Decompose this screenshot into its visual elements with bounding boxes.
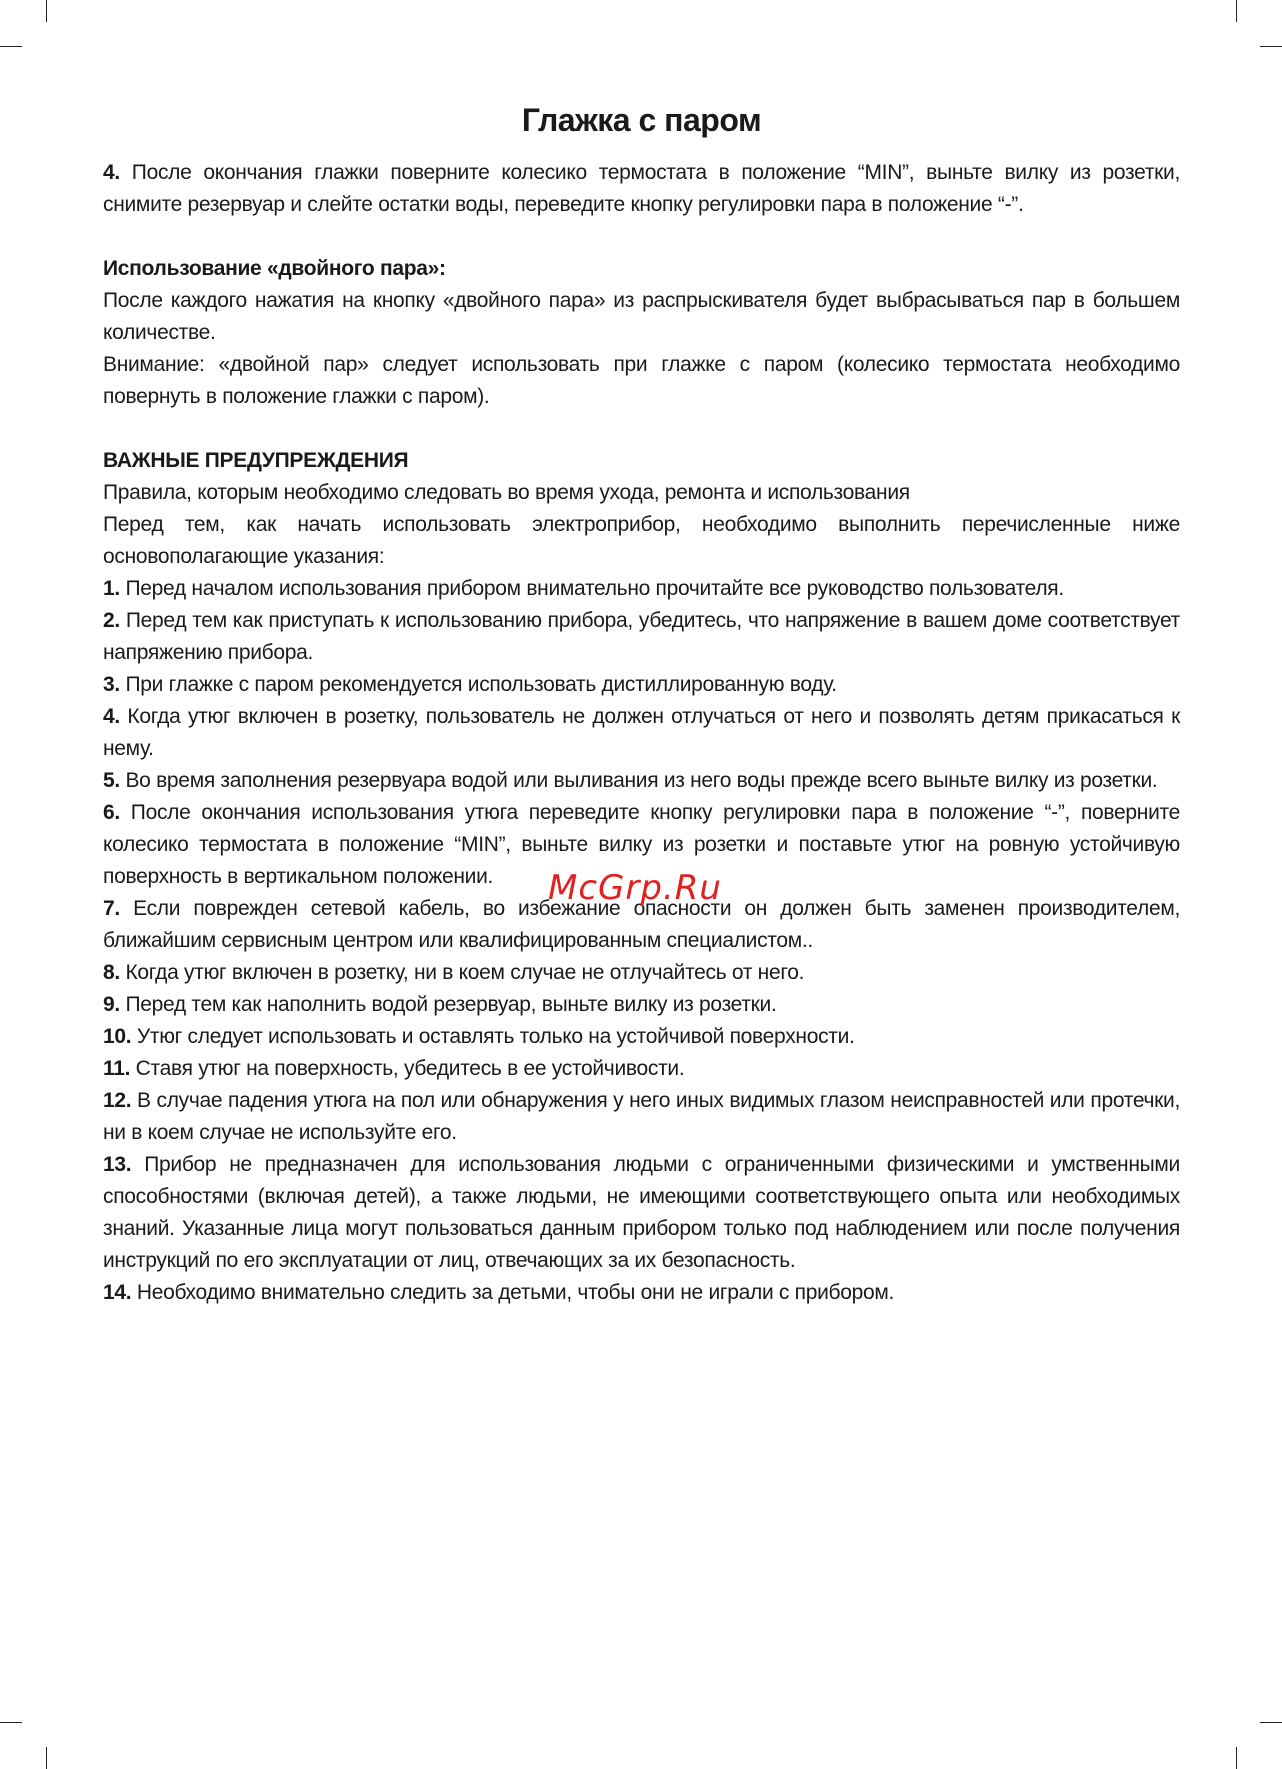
warning-text: При глажке с паром рекомендуется использовать дистиллированную воду. [119,673,837,696]
warning-number: 9. [103,993,120,1016]
warning-text: В случае падения утюга на пол или обнаружения у него иных видимых глазом неисправностей или протечки, ни в коем случае не используйте его. [103,1089,1180,1144]
warning-number: 8. [103,961,120,984]
crop-mark [1236,1747,1237,1769]
double-steam-heading: Использование «двойного пара»: [103,257,446,280]
crop-mark [0,46,22,47]
warning-text: Когда утюг включен в розетку, ни в коем случае не отлучайтесь от него. [119,961,805,984]
warning-text: Во время заполнения резервуара водой или выливания из него воды прежде всего выньте вилку из розетки. [119,769,1158,792]
warning-text: Ставя утюг на поверхность, убедитесь в ее устойчивости. [130,1057,685,1080]
crop-mark [0,1722,22,1723]
warning-number: 12. [103,1089,132,1112]
step-text: После окончания глажки поверните колесико термостата в положение “MIN”, выньте вилку из розетки, снимите резервуар и слейте остатки воды, переведите кнопку регулировки пара в положение “-”. [103,161,1180,216]
warning-number: 14. [103,1281,132,1304]
warning-text: Перед тем как наполнить водой резервуар, выньте вилку из розетки. [119,993,777,1016]
warning-item [103,989,1180,1021]
crop-mark [46,0,47,22]
crop-mark [1236,0,1237,22]
document-page [103,100,1180,1309]
warning-number: 13. [103,1153,132,1176]
warning-text: Если поврежден сетевой кабель, во избежание опасности он должен быть заменен производителем, ближайшим сервисным центром или квалифицированным специалистом.. [103,897,1180,952]
step-number: 4. [103,161,120,184]
warning-number: 6. [103,801,120,824]
warning-item [103,957,1180,989]
warning-text: Прибор не предназначен для использования людьми с ограниченными физическими и умственными способностями (включая детей), а также людьми, не имеющими соответствующего опыта или необходимых знаний. Указанные лица могут пользоваться данным прибором только под наблюдением или после получения инструкций по его эксплуатации от лиц, отвечающих за их безопасность. [103,1153,1180,1272]
warning-item [103,1149,1180,1277]
double-steam-paragraph-2: Внимание: «двойной пар» следует использовать при глажке с паром (колесико термостата необходимо повернуть в положение глажки с паром). [103,353,1180,408]
warning-text: После окончания использования утюга переведите кнопку регулировки пара в положение “-”, поверните колесико термостата в положение “MIN”, выньте вилку из розетки и поставьте утюг на ровную устойчивую поверхность в вертикальном положении. [103,801,1180,888]
crop-mark [1260,46,1282,47]
double-steam-paragraph-1: После каждого нажатия на кнопку «двойного пара» из распрыскивателя будет выбрасываться пар в большем количестве. [103,289,1180,344]
warning-number: 2. [103,609,120,632]
warning-text: Перед началом использования прибором внимательно прочитайте все руководство пользователя. [119,577,1064,600]
warning-item [103,1021,1180,1053]
warning-text: Необходимо внимательно следить за детьми, чтобы они не играли с прибором. [131,1281,895,1304]
watermark: McGrp.Ru [548,868,722,908]
warning-item [103,765,1180,797]
warnings-list [103,573,1180,1309]
spacer [103,221,1180,253]
warning-number: 11. [103,1057,131,1080]
warning-item [103,1085,1180,1149]
warning-number: 1. [103,577,120,600]
warnings-intro-1: Правила, которым необходимо следовать во время ухода, ремонта и использования [103,481,910,504]
warning-item [103,1277,1180,1309]
warning-number: 3. [103,673,120,696]
warning-number: 5. [103,769,120,792]
spacer [103,413,1180,445]
warning-text: Перед тем как приступать к использованию прибора, убедитесь, что напряжение в вашем доме соответствует напряжению прибора. [103,609,1180,664]
warning-item [103,701,1180,765]
warning-item [103,669,1180,701]
warning-number: 7. [103,897,120,920]
warning-number: 10. [103,1025,132,1048]
warning-item [103,605,1180,669]
step-4-paragraph [103,157,1180,221]
warning-text: Утюг следует использовать и оставлять только на устойчивой поверхности. [131,1025,855,1048]
crop-mark [46,1747,47,1769]
warning-item [103,1053,1180,1085]
warning-text: Когда утюг включен в розетку, пользователь не должен отлучаться от него и позволять детям прикасаться к нему. [103,705,1180,760]
warnings-heading: ВАЖНЫЕ ПРЕДУПРЕЖДЕНИЯ [103,449,409,472]
warning-item [103,573,1180,605]
page-title: Глажка с паром [521,102,762,138]
warnings-intro-2: Перед тем, как начать использовать электроприбор, необходимо выполнить перечисленные ниже основополагающие указания: [103,513,1180,568]
crop-mark [1260,1722,1282,1723]
warning-number: 4. [103,705,120,728]
